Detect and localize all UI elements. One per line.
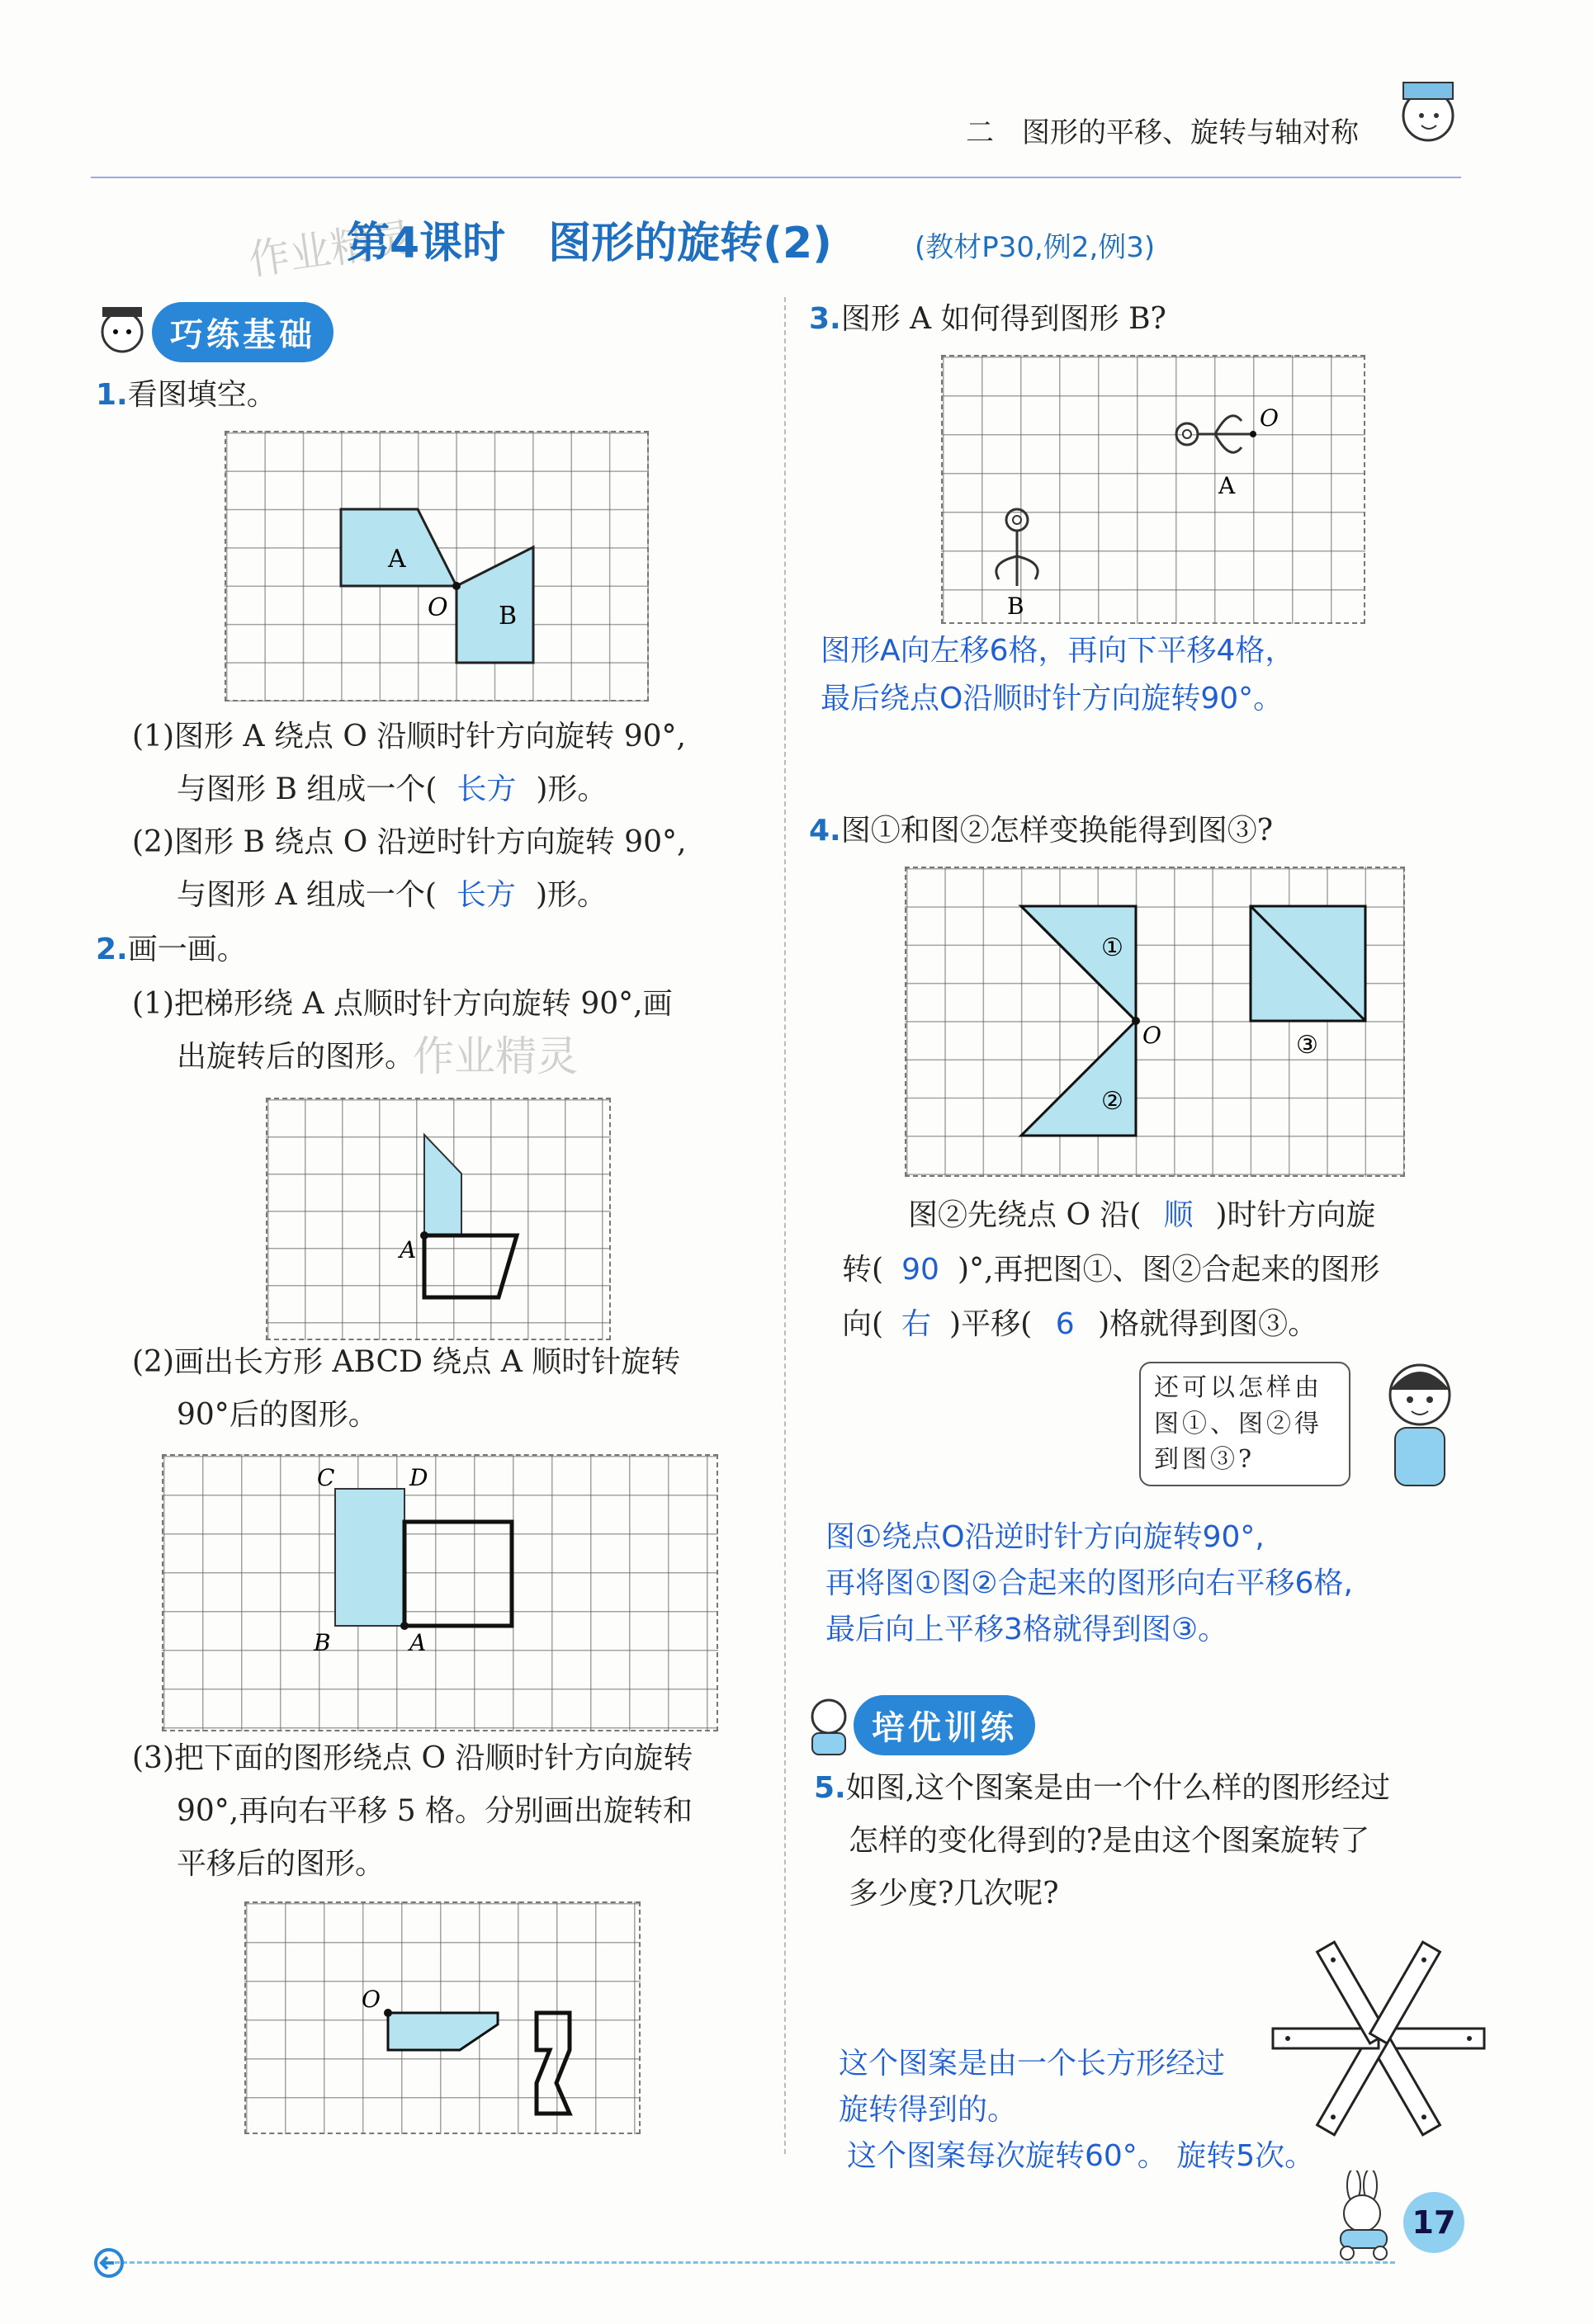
q2-part3-line1: (3)把下面的图形绕点 O 沿顺时针方向旋转 <box>132 1741 693 1775</box>
q1-part1-line2 <box>177 768 607 812</box>
q4-label-3: ③ <box>1296 1031 1318 1060</box>
section-basic-badge: 巧练基础 <box>152 302 333 362</box>
q5-answer-line3: 这个图案每次旋转60°。 旋转5次。 <box>847 2139 1315 2173</box>
q4-hint-line2: 图①、图②得 <box>1154 1409 1322 1438</box>
q2-3-point-o <box>384 2009 392 2017</box>
q4-hint-line1: 还可以怎样由 <box>1154 1373 1322 1402</box>
q1-shape-b <box>456 547 533 663</box>
q2-1-grid <box>266 1098 611 1340</box>
arrow-left-icon <box>92 2246 125 2279</box>
q3-answer-line1: 图形A向左移6格，再向下平移4格， <box>821 634 1295 668</box>
q5-line1-text: 如图,这个图案是由一个什么样的图形经过 <box>845 1771 1391 1805</box>
q2-part2-line2: 90°后的图形。 <box>177 1398 378 1432</box>
q1-part1-answer: 长方 <box>456 772 517 806</box>
q4-number: 4. <box>809 814 841 848</box>
lesson-reference: (教材P30,例2,例3) <box>915 231 1156 264</box>
q3-label-a: A <box>1218 472 1236 499</box>
q2-2-label-b: B <box>314 1629 331 1656</box>
student-icon <box>89 295 155 361</box>
q2-2-rotated-rectangle <box>335 1489 404 1626</box>
q3-flower-b <box>996 509 1038 586</box>
q2-3-original-shape <box>537 2013 570 2114</box>
q2-2-grid <box>162 1454 718 1731</box>
q3-figure <box>943 357 1364 622</box>
q4-line2 <box>842 1248 1380 1292</box>
q4-line2-text-a: 转( <box>842 1253 884 1287</box>
q5-line3: 多少度?几次呢? <box>849 1877 1059 1911</box>
q4-line2-text-b: )°,再把图①、图②合起来的图形 <box>958 1253 1380 1287</box>
q1-part2-text-a: 与图形 A 组成一个( <box>177 878 437 912</box>
q2-part3-line3: 平移后的图形。 <box>177 1847 385 1881</box>
q4-alt-answer-line3: 最后向上平移3格就得到图③。 <box>825 1613 1228 1646</box>
q1-grid <box>225 431 649 701</box>
girl-icon <box>1370 1353 1478 1502</box>
student-icon-2 <box>802 1692 855 1758</box>
watermark-2: 作业精灵 <box>413 1032 578 1080</box>
chapter-title: 二 图形的平移、旋转与轴对称 <box>966 116 1359 149</box>
q4-prompt <box>809 809 1273 853</box>
page-number: 17 <box>1403 2192 1464 2253</box>
q2-1-figure <box>267 1099 609 1339</box>
q2-part2-line1: (2)画出长方形 ABCD 绕点 A 顺时针旋转 <box>132 1345 681 1379</box>
q3-number: 3. <box>809 302 841 336</box>
q1-part2-line1: (2)图形 B 绕点 O 沿逆时针方向旋转 90°, <box>132 825 687 859</box>
q2-2-label-a: A <box>409 1629 427 1656</box>
q2-part1-line1: (1)把梯形绕 A 点顺时针方向旋转 90°,画 <box>132 987 673 1021</box>
q4-answer-move: 右 <box>901 1307 932 1341</box>
header-rule <box>91 177 1461 178</box>
q4-answer-direction: 顺 <box>1163 1198 1194 1232</box>
q4-line3 <box>842 1302 1317 1347</box>
q1-figure <box>226 432 647 700</box>
q2-2-label-c: C <box>317 1464 335 1491</box>
q4-line3-text-c: )格就得到图③。 <box>1098 1307 1318 1341</box>
q4-line1 <box>908 1193 1376 1238</box>
q4-text: 图①和图②怎样变换能得到图③? <box>840 814 1274 848</box>
q4-line3-text-b: )平移( <box>949 1307 1033 1341</box>
q2-prompt <box>96 928 247 972</box>
q4-grid <box>905 867 1405 1177</box>
q4-answer-degrees: 90 <box>901 1253 939 1287</box>
q1-part1-line1: (1)图形 A 绕点 O 沿顺时针方向旋转 90°, <box>132 720 686 753</box>
column-divider <box>784 297 786 2154</box>
q2-1-label-a: A <box>400 1236 417 1264</box>
q2-text: 画一画。 <box>127 933 247 966</box>
bunny-icon <box>1321 2170 1403 2261</box>
q3-prompt <box>809 297 1166 342</box>
q4-figure <box>906 868 1403 1175</box>
footer-rule <box>107 2261 1395 2264</box>
q4-hint-line3: 到图③? <box>1154 1445 1256 1474</box>
q4-figure-2 <box>1021 1021 1136 1136</box>
mascot-icon <box>1370 66 1469 165</box>
q5-number: 5. <box>814 1771 846 1805</box>
q3-answer-line2: 最后绕点O沿顺时针方向旋转90°。 <box>821 682 1284 716</box>
q3-label-b: B <box>1007 593 1024 620</box>
q5-pinwheel-figure <box>1271 1931 1486 2146</box>
q2-1-trapezoid <box>424 1235 517 1297</box>
watermark: 作业精灵 <box>245 214 416 285</box>
q4-label-2: ② <box>1101 1087 1123 1116</box>
q2-1-point-a <box>420 1231 428 1240</box>
q5-answer-line1: 这个图案是由一个长方形经过 <box>839 2047 1226 2081</box>
q2-2-label-d: D <box>409 1464 428 1491</box>
q4-label-1: ① <box>1101 933 1123 962</box>
q4-answer-steps: 6 <box>1055 1307 1075 1341</box>
q2-3-label-o: O <box>362 1986 381 2013</box>
q5-answer-line2: 旋转得到的。 <box>839 2093 1018 2127</box>
q1-label-b: B <box>499 602 518 631</box>
q4-alt-answer-line2: 再将图①图②合起来的图形向右平移6格, <box>825 1566 1353 1600</box>
q1-point-o <box>452 582 461 590</box>
q1-prompt <box>96 373 277 418</box>
q1-part1-text-a: 与图形 B 组成一个( <box>177 772 438 806</box>
q1-text: 看图填空。 <box>127 378 277 412</box>
q2-3-grid <box>244 1901 641 2134</box>
q3-grid <box>941 355 1365 624</box>
q4-alt-answer-line1: 图①绕点O沿逆时针方向旋转90°, <box>825 1520 1265 1554</box>
q2-part3-line2: 90°,再向右平移 5 格。分别画出旋转和 <box>177 1794 693 1828</box>
q2-number: 2. <box>96 933 128 966</box>
q3-text: 图形 A 如何得到图形 B? <box>840 302 1166 336</box>
q4-line1-text-b: )时针方向旋 <box>1215 1198 1376 1232</box>
q4-hint-bubble <box>1139 1362 1350 1486</box>
q1-label-a: A <box>388 545 406 574</box>
q2-1-rotated-trapezoid <box>424 1135 461 1235</box>
q1-number: 1. <box>96 378 128 412</box>
q2-2-rectangle-abcd <box>404 1522 512 1626</box>
q4-point-o <box>1132 1017 1140 1025</box>
q2-2-point-a <box>400 1622 409 1630</box>
q3-point-o <box>1250 431 1256 437</box>
q4-line1-text-a: 图②先绕点 O 沿( <box>908 1198 1142 1232</box>
q2-3-rotated-shape <box>388 2013 498 2050</box>
q5-line2: 怎样的变化得到的?是由这个图案旋转了 <box>849 1824 1370 1858</box>
q1-part1-text-b: )形。 <box>536 772 608 806</box>
lesson-title: 第4课时 图形的旋转(2) <box>347 219 832 268</box>
q4-label-o: O <box>1142 1022 1161 1049</box>
q1-part2-line2 <box>177 873 607 918</box>
q5-line1 <box>814 1766 1390 1811</box>
q3-flower-a <box>1176 416 1253 452</box>
q3-label-o: O <box>1260 404 1279 432</box>
q1-label-o: O <box>428 593 448 622</box>
q1-part2-text-b: )形。 <box>535 878 607 912</box>
q2-3-figure <box>246 1903 639 2133</box>
q2-2-figure <box>163 1456 717 1730</box>
section-advanced-badge: 培优训练 <box>854 1695 1035 1755</box>
q1-part2-answer: 长方 <box>456 878 516 912</box>
q4-line3-text-a: 向( <box>842 1307 884 1341</box>
q2-part1-line2: 出旋转后的图形。 <box>177 1040 415 1074</box>
